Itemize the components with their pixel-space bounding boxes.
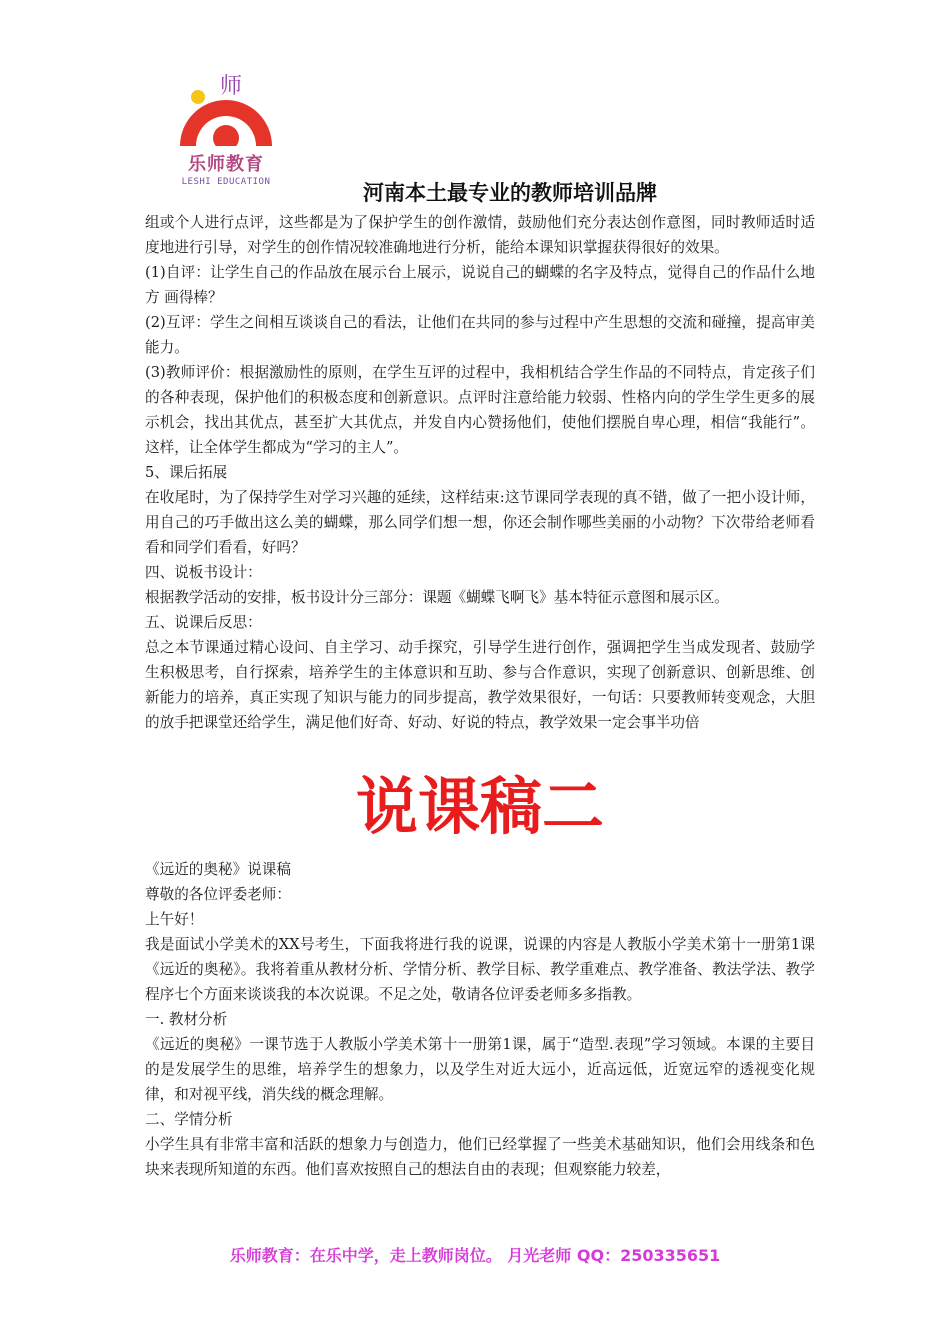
doc-title: 《远近的奥秘》说课稿	[145, 861, 291, 878]
greeting: 尊敬的各位评委老师：	[145, 886, 291, 903]
leshi-logo	[176, 72, 276, 194]
part2	[145, 857, 815, 1182]
greeting: 上午好！	[145, 911, 204, 928]
section-heading: 5、课后拓展	[145, 464, 228, 481]
logo-mark-icon	[176, 72, 276, 152]
section-heading: 二、学情分析	[145, 1111, 233, 1128]
paragraph: (2)互评：学生之间相互谈谈自己的看法，让他们在共同的参与过程中产生思想的交流和碰撞，提高审美能力。	[145, 314, 815, 356]
paragraph: 小学生具有非常丰富和活跃的想象力与创造力，他们已经掌握了一些美术基础知识，他们会用线条和色块来表现所知道的东西。他们喜欢按照自己的想法自由的表现；但观察能力较差，	[145, 1136, 815, 1178]
paragraph: (1)自评：让学生自己的作品放在展示台上展示，说说自己的蝴蝶的名字及特点，觉得自己的作品什么地方 画得棒？	[145, 264, 815, 306]
section-heading: 一. 教材分析	[145, 1011, 228, 1028]
logo-name-cn: 乐师教育	[188, 154, 264, 175]
paragraph: 总之本节课通过精心设问、自主学习、动手探究，引导学生进行创作，强调把学生当成发现者、鼓励学生积极思考，自行探索，培养学生的主体意识和互助、参与合作意识，实现了创新意识、创新思维、创新能力的培养，真正实现了知识与能力的同步提高，教学效果很好，一句话：只要教师转变观念，大胆的放手把课堂还给学生，满足他们好奇、好动、好说的特点，教学效果一定会事半功倍	[145, 639, 815, 731]
paragraph: 在收尾时，为了保持学生对学习兴趣的延续，这样结束:这节课同学表现的真不错，做了一把小设计师，用自己的巧手做出这么美的蝴蝶，那么同学们想一想，你还会制作哪些美丽的小动物？下次带给老师看看和同学们看看，好吗？	[145, 489, 815, 556]
paragraph: 《远近的奥秘》一课节选于人教版小学美术第十一册第1课，属于“造型.表现”学习领域。本课的主要目的是发展学生的思维，培养学生的想象力，以及学生对近大远小，近高远低，近宽远窄的透视变化规律，和对视平线，消失线的概念理解。	[145, 1036, 815, 1103]
brand-slogan: 河南本土最专业的教师培训品牌	[363, 180, 657, 205]
section-title: 说课稿二	[355, 770, 604, 843]
logo-name-en: LESHI EDUCATION	[181, 177, 271, 187]
section-heading: 四、说板书设计：	[145, 564, 262, 581]
paragraph: 根据教学活动的安排，板书设计分三部分：课题《蝴蝶飞啊飞》基本特征示意图和展示区。	[145, 589, 729, 606]
paragraph: 组或个人进行点评，这些都是为了保护学生的创作激情，鼓励他们充分表达创作意图，同时教师适时适度地进行引导，对学生的创作情况较准确地进行分析，能给本课知识掌握获得很好的效果。	[145, 214, 815, 256]
paragraph: 我是面试小学美术的XX号考生，下面我将进行我的说课，说课的内容是人教版小学美术第十一册第1课《远近的奥秘》。我将着重从教材分析、学情分析、教学目标、教学重难点、教学准备、教法学法、教学程序七个方面来谈谈我的本次说课。不足之处，敬请各位评委老师多多指教。	[145, 936, 815, 1003]
document-body	[145, 210, 815, 1182]
logo-glyph: 师	[220, 74, 243, 99]
footer-contact: 乐师教育：在乐中学，走上教师岗位。 月光老师 QQ：250335651	[229, 1246, 721, 1265]
section-heading: 五、说课后反思：	[145, 614, 262, 631]
part1	[145, 210, 815, 735]
paragraph: (3)教师评价：根据激励性的原则，在学生互评的过程中，我相机结合学生作品的不同特点，肯定孩子们的各种表现，保护他们的积极态度和创新意识。点评时注意给能力较弱、性格内向的学生学生更多的展示机会，找出其优点，甚至扩大其优点，并发自内心赞扬他们，使他们摆脱自卑心理，相信“我能行”。这样，让全体学生都成为“学习的主人”。	[145, 364, 815, 456]
